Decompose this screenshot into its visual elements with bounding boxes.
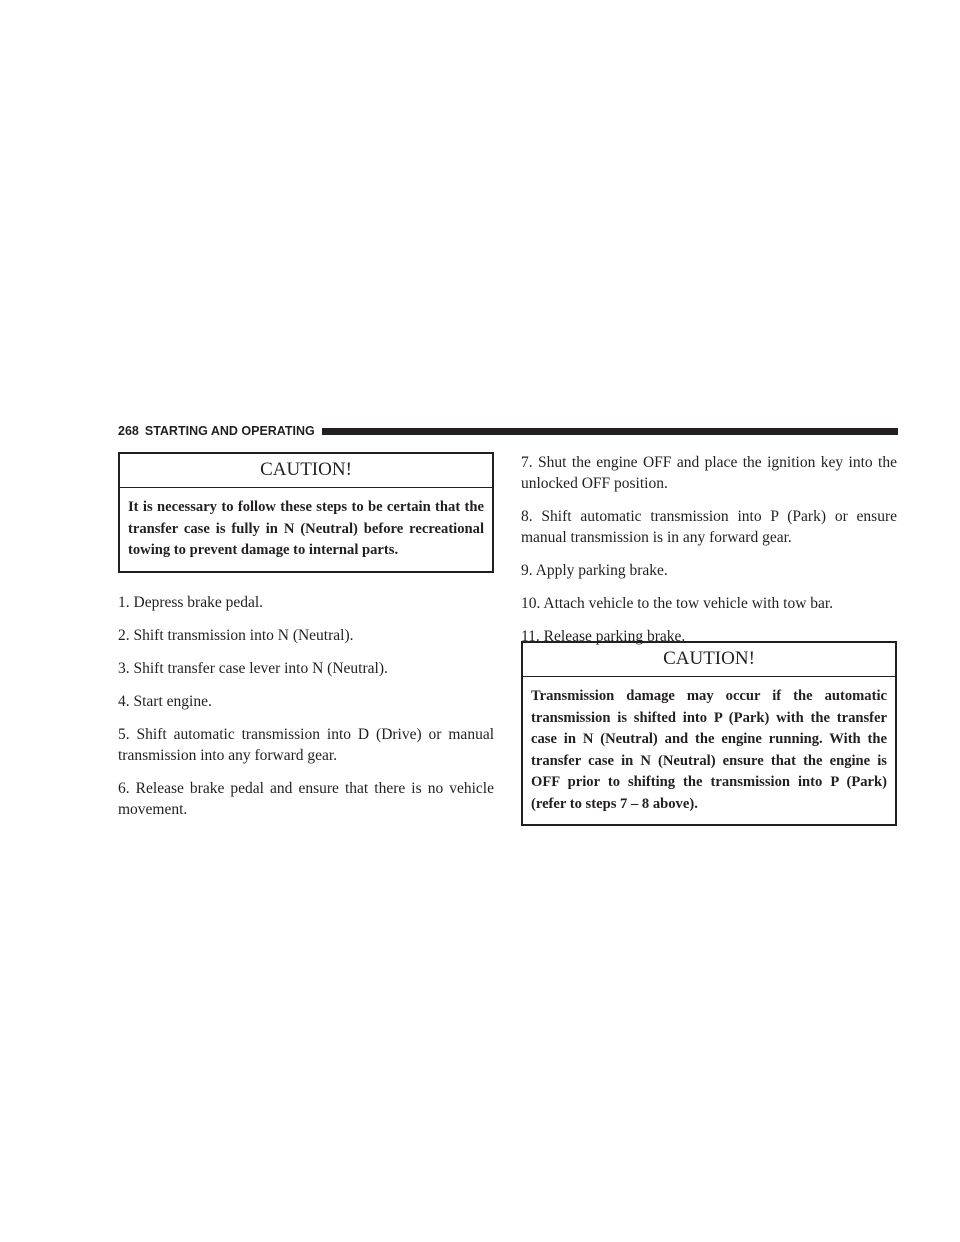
caution-box-transfer-case: [118, 452, 494, 573]
page-number: 268: [118, 424, 139, 438]
caution-text: Transmission damage may occur if the automatic transmission is shifted into P (Park) with the transfer case in N (Neutral) and the engine running. With the transfer case in N (Neutral) ensure that the engine is OFF prior to shifting the transmission into P (Park) (refer to steps 7 – 8 above).: [531, 688, 887, 812]
section-title: STARTING AND OPERATING: [144, 424, 315, 438]
step-7: 7. Shut the engine OFF and place the ignition key into the unlocked OFF position.: [521, 454, 897, 492]
step-2: 2. Shift transmission into N (Neutral).: [118, 626, 354, 644]
header-rule: [322, 428, 898, 435]
step-9: 9. Apply parking brake.: [521, 562, 668, 579]
step-10: 10. Attach vehicle to the tow vehicle with tow bar.: [521, 595, 834, 612]
step-11: 11. Release parking brake.: [521, 628, 686, 645]
caution-box-transmission: [521, 641, 897, 826]
page-header: [118, 424, 898, 438]
right-column: [521, 452, 897, 812]
caution-text: It is necessary to follow these steps to be certain that the transfer case is fully in N (Neutral) before recreational towing to prevent damage to internal parts.: [128, 499, 484, 558]
step-6: 6. Release brake pedal and ensure that there is no vehicle movement.: [118, 779, 494, 818]
caution-title: CAUTION!: [120, 454, 492, 488]
caution-title: CAUTION!: [523, 643, 895, 677]
step-8: 8. Shift automatic transmission into P (Park) or ensure manual transmission is in any forward gear.: [521, 508, 897, 546]
left-column: [118, 452, 494, 820]
step-5: 5. Shift automatic transmission into D (Drive) or manual transmission into any forward gear.: [118, 725, 494, 764]
step-4: 4. Start engine.: [118, 692, 212, 710]
step-3: 3. Shift transfer case lever into N (Neutral).: [118, 659, 388, 677]
step-1: 1. Depress brake pedal.: [118, 593, 264, 611]
